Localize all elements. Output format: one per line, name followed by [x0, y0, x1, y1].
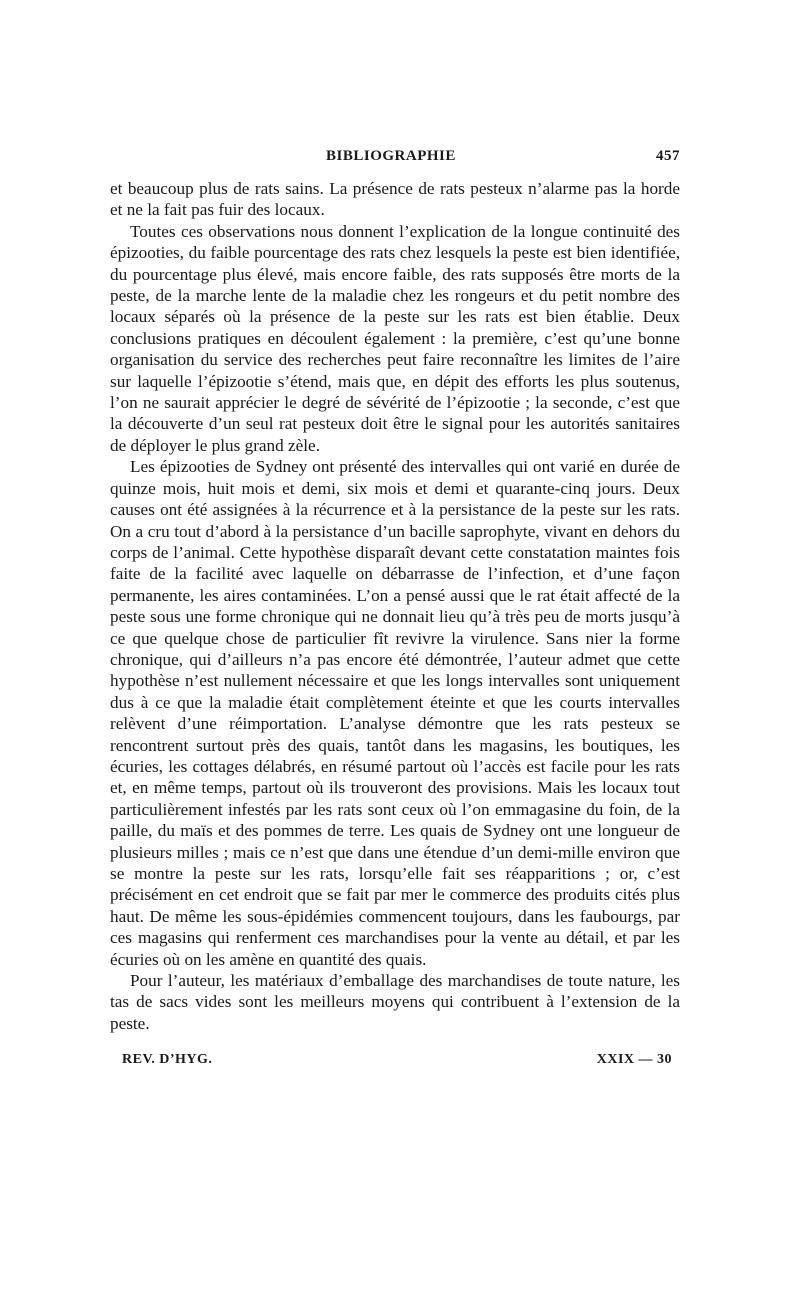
- paragraph-observations: Toutes ces observations nous donnent l’explication de la longue continuité des épizooties, du faible pourcentage des rats chez lesquels la peste est bien identifiée, du pourcentage plus élevé, mais encore faible, des rats supposés être morts de la peste, de la marche lente de la maladie chez les rongeurs et du petit nombre des locaux séparés où la présence de la peste sur les rats est bien établie. Deux conclusions pratiques en découlent également : la première, c’est qu’une bonne organisation du service des recherches peut faire reconnaître les limites de l’aire sur laquelle l’épizootie s’étend, mais que, en dépit des efforts les plus soutenus, l’on ne saurait apprécier le degré de sévérité de l’épizootie ; la seconde, c’est que la découverte d’un seul rat pesteux doit être le signal pour les autorités sanitaires de déployer le plus grand zèle.: [110, 221, 680, 455]
- running-head: [110, 144, 680, 170]
- document-page: [110, 144, 680, 1076]
- paragraph-packaging-materials: Pour l’auteur, les matériaux d’emballage des marchandises de toute nature, les tas de sacs vides sont les meilleurs moyens qui contribuent à l’extension de la peste.: [110, 971, 680, 1033]
- paragraph-continuation: et beaucoup plus de rats sains. La présence de rats pesteux n’alarme pas la horde et ne la fait pas fuir des locaux.: [110, 179, 680, 220]
- page-footer: [110, 1052, 680, 1076]
- page-number: 457: [656, 148, 680, 164]
- paragraph-sydney-epizootics: Les épizooties de Sydney ont présenté des intervalles qui ont varié en durée de quinze mois, huit mois et demi, six mois et demi et quarante-cinq jours. Deux causes ont été assignées à la récurrence et à la persistance de la peste sur les rats. On a cru tout d’abord à la persistance d’un bacille saprophyte, vivant en dehors du corps de l’animal. Cette hypothèse disparaît devant cette constatation maintes fois faite de la facilité avec laquelle on débarrasse de l’infection, et d’une façon permanente, les aires contaminées. L’on a pensé aussi que le rat était affecté de la peste sous une forme chronique qui ne donnait lieu qu’à très peu de morts jusqu’à ce que quelque chose de particulier fît revivre la virulence. Sans nier la forme chronique, qui d’ailleurs n’a pas encore été démontrée, l’auteur admet que cette hypothèse n’est nullement nécessaire et que les longs intervalles sont uniquement dus à ce que la maladie était complètement éteinte et que les courts intervalles relèvent d’une réimportation. L’analyse démontre que les rats pesteux se rencontrent surtout près des quais, tantôt dans les magasins, les boutiques, les écuries, les cottages délabrés, en résumé partout où l’accès est facile pour les rats et, en même temps, partout où ils trouveront des provisions. Mais les locaux tout particulièrement infestés par les rats sont ceux où l’on emmagasine du foin, de la paille, du maïs et des pommes de terre. Les quais de Sydney ont une longueur de plusieurs milles ; mais ce n’est que dans une étendue d’un demi-mille environ que se montre la peste sur les rats, lorsqu’elle fait ses réapparitions ; or, c’est précisément en cet endroit que se fait par mer le commerce des produits cités plus haut. De même les sous-épidémies commencent toujours, dans les faubourgs, par ces magasins qui renferment ces marchandises pour la vente au détail, et par les écuries où on les amène en quantité des quais.: [110, 457, 680, 969]
- sheet-signature: XXIX — 30: [596, 1052, 672, 1068]
- journal-abbreviation: REV. D’HYG.: [122, 1052, 213, 1068]
- body-text: [110, 178, 680, 1034]
- running-title: BIBLIOGRAPHIE: [326, 148, 456, 164]
